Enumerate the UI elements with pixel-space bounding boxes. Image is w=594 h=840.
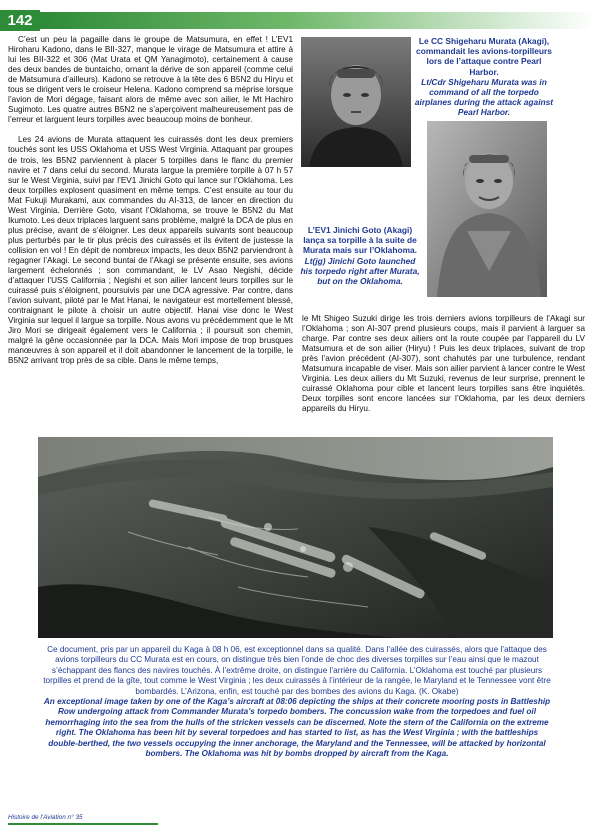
left-text-column <box>8 35 293 440</box>
footer-rule <box>8 823 158 825</box>
header-rule <box>40 12 594 29</box>
caption-goto-fr: L’EV1 Jinichi Goto (Akagi) lança sa torpille à la suite de Murata mais sur l’Oklahoma. <box>302 225 418 256</box>
portrait-goto-image <box>427 121 547 297</box>
aerial-photo-battleship-row <box>38 437 553 638</box>
left-paragraph-2: Les 24 avions de Murata attaquent les cuirassés dont les deux premiers touchés sont les USS Oklahoma et USS West Virginia. Attaquant par groupes de trois, les B5N2 parviennent à placer 5 torpilles dans le flanc du premier navire et 7 dans celui du second. Murata largue la première torpille à 07 h 57 sur le West Virginia, suivi par l’EV1 Jinichi Goto qui lance sur l’Oklahoma. Les deux torpilles explosent quasiment en même temps. C’est ensuite au tour du Mat Fukuji Murakami, aux commandes du AI-313, de lancer en direction du West Virginia. Derrière Goto, visant l’Oklahoma, se trouve le B5N2 du Mat Ikumoto. Les deux triplaces larguent sans problème, malgré la DCA de plus en plus précise, avant de s’éloigner. Les deux appareils suivants sont beaucoup plus perturbés par le tir plus précis des cuirassés et ils évitent de justesse la collision en vol ! En dépit de nombreux impacts, les deux B5N2 parviendront à regagner l’Akagi. Le second buntai de l’Akagi se présente ensuite, ses avions largement échelonnés ; son commandant, le LV Asao Negishi, décide d’attaquer l’USS California ; Negishi et son ailier lancent leurs torpilles sur le cuirassé puis s’éloignent, poursuivis par une DCA agressive. Par contre, dans l’avion suivant, piloté par le Mat Hanai, le navigateur est mortellement blessé, contraignant le pilote à choisir un autre objectif. Hanai vise donc le West Virginia sur lequel il largue sa torpille. Nous avons vu précédemment que le Mt Jiro Mori se dirigeait également vers le California ; il poursuit son chemin, malgré la gêne occasionnée par la DCA. Mais Mori impose de trop brusques manœuvres à son appareil et il doit abandonner le lancement de la torpille, le B5N2 arrivant trop près de sa cible. Dans le même temps, <box>8 135 293 366</box>
right-paragraph-1: le Mt Shigeo Suzuki dirige les trois derniers avions torpilleurs de l’Akagi sur l’Oklahoma ; son AI-307 prend plusieurs coups, mais il parvient à larguer sa charge. Par contre ses deux ailiers ont la route coupée par l’appareil du LV Matsumura et de son ailier (Hiryu) ! Puis les deux triplaces, suivant de trop près l’avion précédent (AI-307), sont chahutés par une turbulence, rendant Matsumura incapable de viser. Mais son ailier parvient à lancer contre le West Virginia. Les deux ailiers du Mt Suzuki, revenus de leur surprise, prennent le cuirassé Oklahoma pour cible et lancent leurs torpilles sans être inquiétés. Deux torpilles sont encore lancées sur l’Oklahoma, par les deux derniers appareils du Hiryu. <box>302 314 585 414</box>
left-paragraph-1: C’est un peu la pagaille dans le groupe de Matsumura, en effet ! L’EV1 Hiroharu Kadono, dans le BII-327, manque le virage de Matsumura et attire à lui les BII-322 et 306 (Mat Urata et QM Yanagimoto), certainement à cause des deux bandes de buntaicho, ornant la dérive de son appareil (comme celui de Matsumura d’ailleurs). Kadono se retrouve à la tête des 6 B5N2 du Hiryu et tous se dirigent vers le croiseur Helena. Kadono comprend sa méprise lorsque l’avion de Mori dégage, faisant alors de même avec son ailier, le Mt Hachiro Sugimoto. Les quatre autres B5N2 ne s’aperçoivent malheureusement pas de l’erreur et larguent leurs torpilles avec beaucoup moins de bonheur. <box>8 35 293 125</box>
right-text-column <box>302 314 585 424</box>
caption-murata <box>414 36 554 118</box>
page-header <box>0 10 594 31</box>
portrait-photo-goto <box>427 121 547 297</box>
footer-publication: Histoire de l’Aviation n° 35 <box>8 814 83 821</box>
portrait-murata-image <box>301 37 411 167</box>
caption-murata-en: Lt/Cdr Shigeharu Murata was in command of all the torpedo airplanes during the attack against Pearl Harbor. <box>414 76 554 118</box>
caption-goto <box>300 225 420 286</box>
caption-aerial-photo <box>40 645 554 759</box>
aerial-harbor-image <box>38 437 553 638</box>
caption-aerial-fr: Ce document, pris par un appareil du Kaga à 08 h 06, est exceptionnel dans sa qualité. Dans l’allée des cuirassés, alors que l’attaque des avions torpilleurs du CC Murata est en cours, on distingue très bien l’onde de choc des diverses torpilles sur l’eau ainsi que le mazout s’échappant des flancs des navires touchés. À l’extrême droite, on distingue l’arrière du California. L’Oklahoma est touché par plusieurs torpilles et prend de la gîte, tout comme le West Virginia ; les deux cuirassés à l’intérieur de la rangée, le Maryland et le Tennessee vont être bombardés. L’Arizona, enfin, est touché par des bombes des avions du Kaga. (K. Okabe) <box>43 645 551 696</box>
caption-murata-fr: Le CC Shigeharu Murata (Akagi), commandait les avions-torpilleurs lors de l’attaque contre Pearl Harbor. <box>416 36 552 77</box>
page-number: 142 <box>0 10 40 31</box>
caption-aerial-en: An exceptional image taken by one of the Kaga’s aircraft at 08:06 depicting the ships at their concrete mooring posts in Battleship Row undergoing attack from Commander Murata’s torpedo bombers. The concussion wake from the torpedoes and fuel oil hemorrhaging into the sea from the hulls of the stricken vessels can be discerned. Note the stern of the California on the extreme right. The Oklahoma has been hit by several torpedoes and has started to list, as has the West Virginia ; with the battleships double-berthed, the two vessels occupying the inner anchorage, the Maryland and the Tennessee, will be attacked by horizontal bombers. The Oklahoma was hit by bombs dropped by aircraft from the Kaga. <box>43 697 551 759</box>
caption-goto-en: Lt(jg) Jinichi Goto launched his torpedo right after Murata, but on the Oklahoma. <box>300 255 420 287</box>
portrait-photo-murata <box>301 37 411 167</box>
